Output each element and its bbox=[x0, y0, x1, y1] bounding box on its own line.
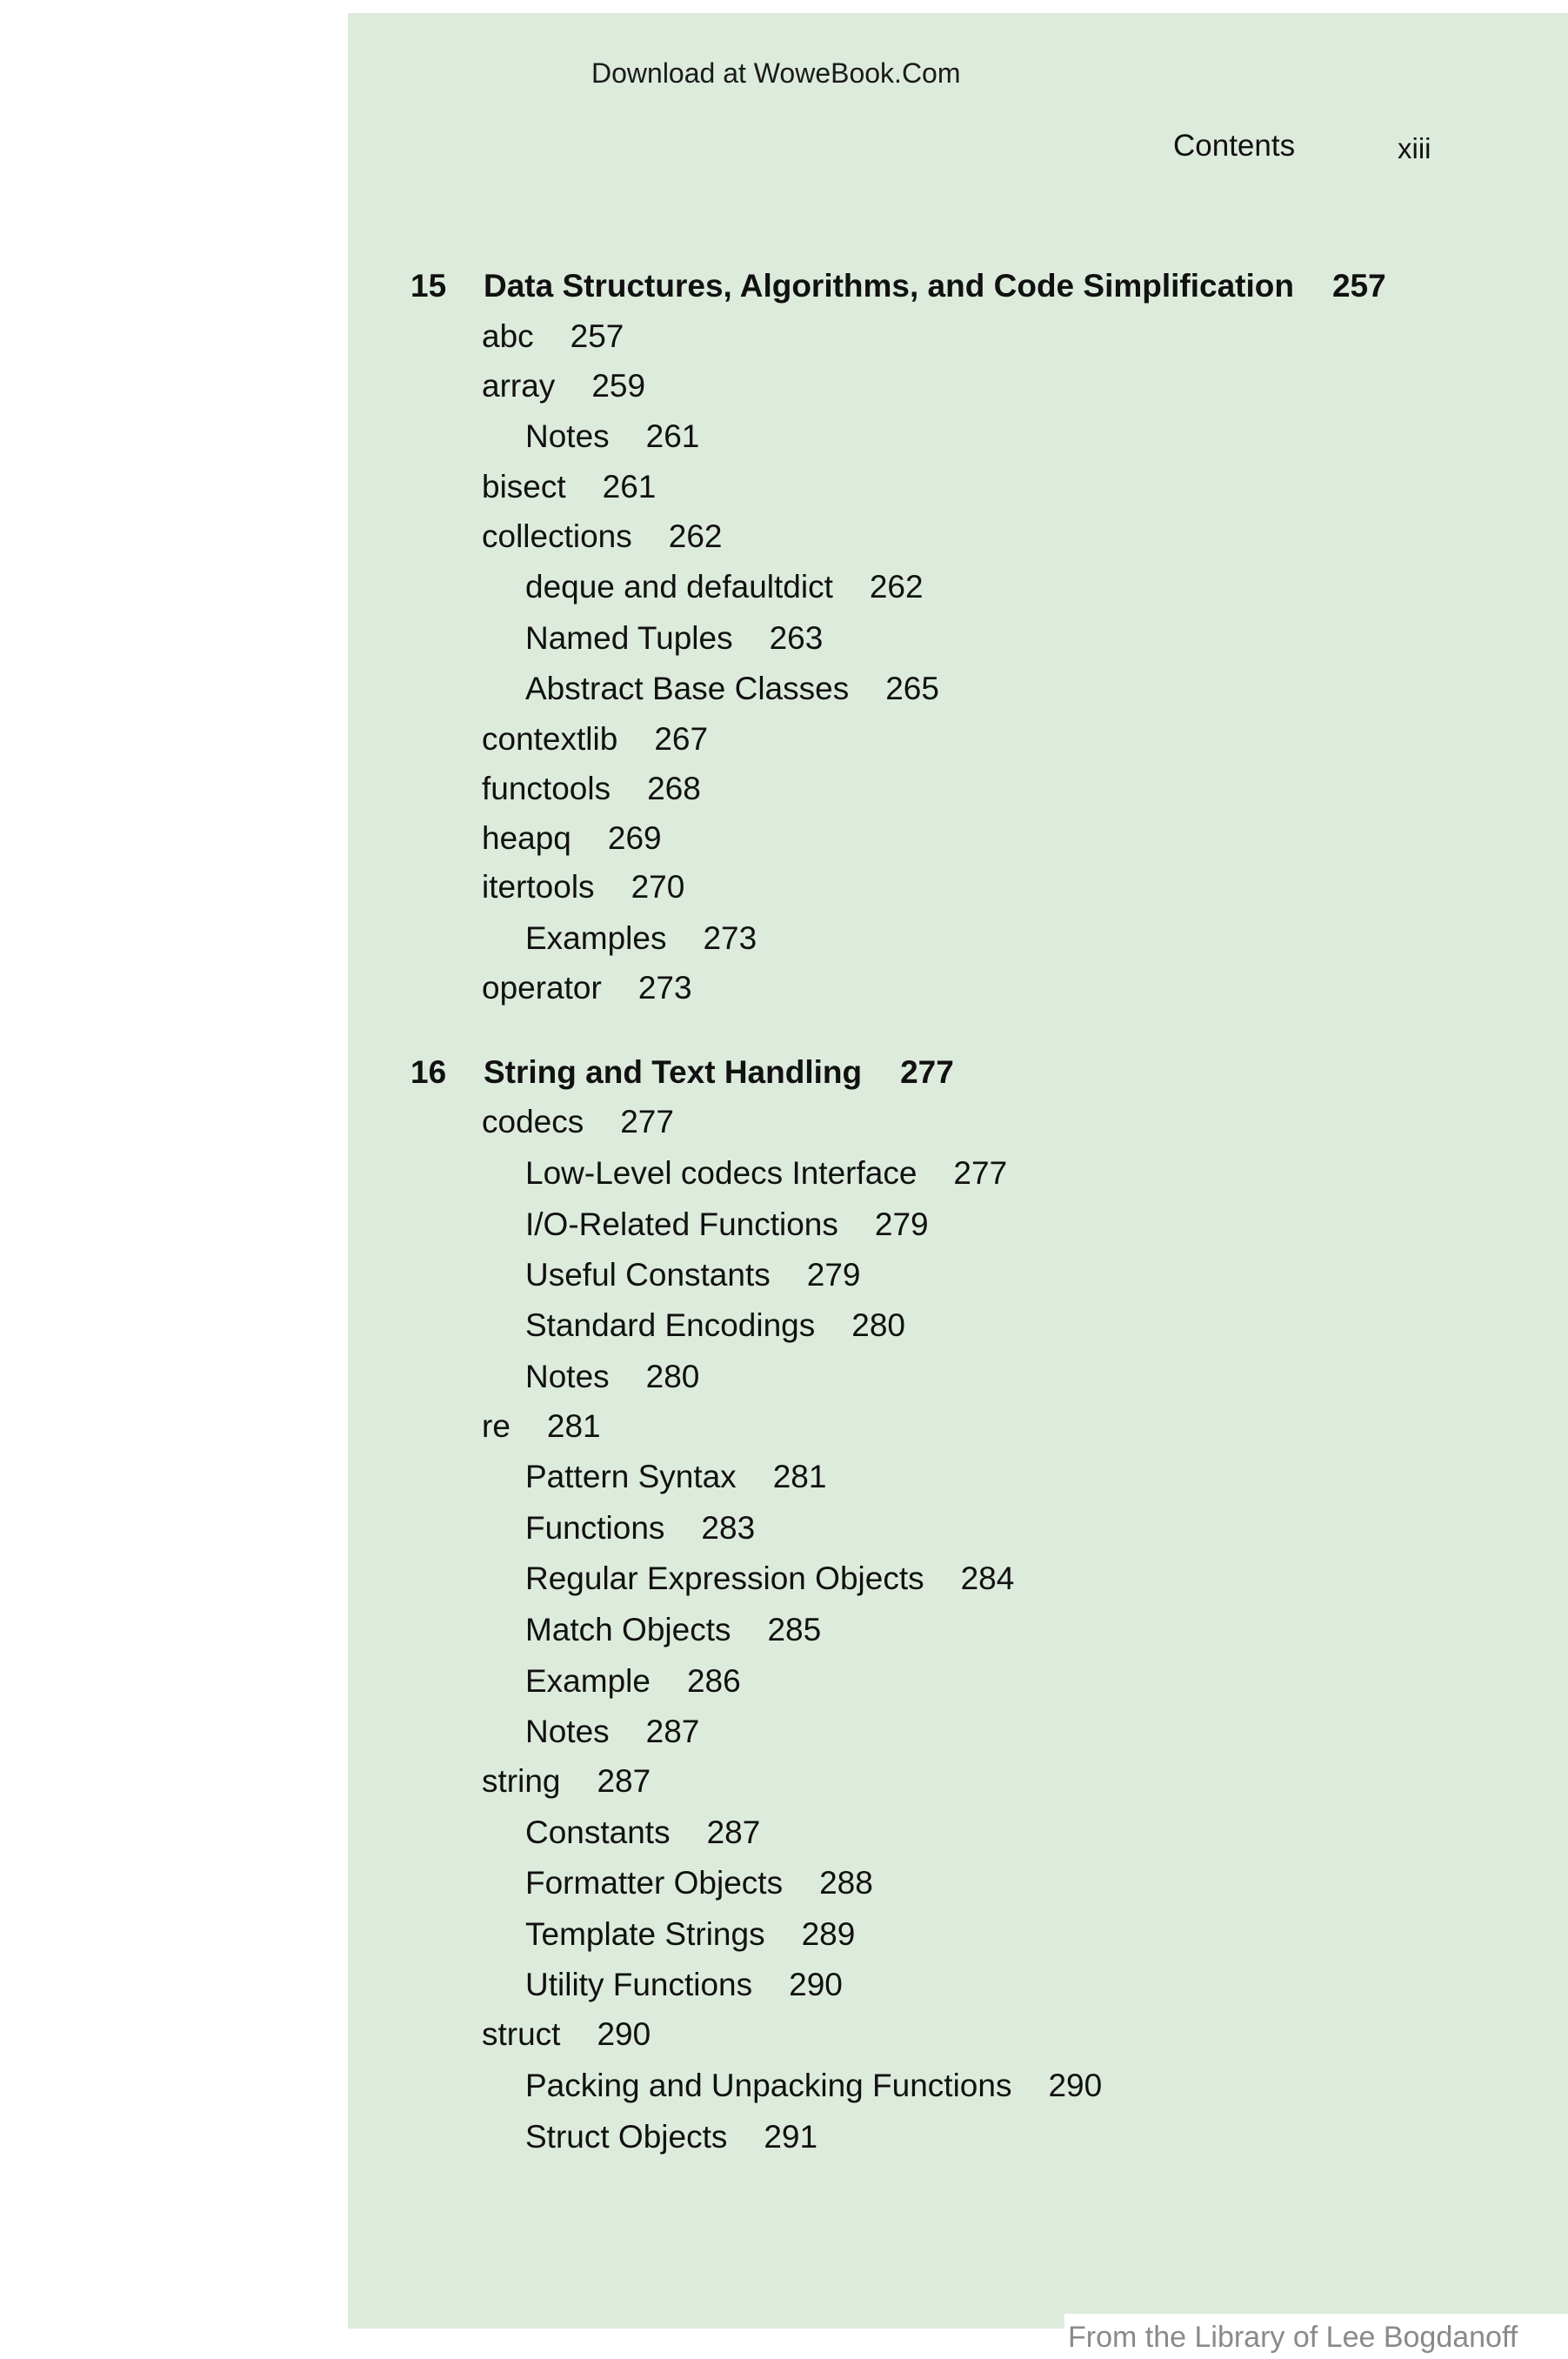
toc-page-number: 281 bbox=[546, 1408, 601, 1444]
toc-page-number: 273 bbox=[637, 970, 692, 1006]
toc-entry: string 287 bbox=[482, 1763, 651, 1799]
chapter-heading bbox=[410, 1056, 1454, 1093]
toc-entry: abc 257 bbox=[482, 318, 624, 354]
toc-subentry: Formatter Objects 288 bbox=[525, 1865, 873, 1901]
toc-subentry: Example 286 bbox=[525, 1663, 741, 1699]
footer-fragment bbox=[1064, 2314, 1568, 2359]
toc-subentry: Standard Encodings 280 bbox=[525, 1307, 905, 1343]
toc-page-number: 279 bbox=[806, 1257, 861, 1293]
toc-page-number: 273 bbox=[703, 920, 757, 956]
toc-subentry: Packing and Unpacking Functions 290 bbox=[525, 2068, 1103, 2103]
toc-subentry: Struct Objects 291 bbox=[525, 2119, 818, 2155]
toc-page-number: 257 bbox=[570, 318, 624, 354]
toc-page-number: 287 bbox=[597, 1763, 651, 1799]
toc-page-number: 265 bbox=[885, 671, 939, 706]
toc-page-number: 261 bbox=[602, 469, 657, 505]
toc-entry: operator 273 bbox=[482, 970, 692, 1006]
toc-entry: collections 262 bbox=[482, 518, 723, 554]
toc-subentry: Functions 283 bbox=[525, 1510, 756, 1546]
toc-entry: bisect 261 bbox=[482, 469, 657, 505]
toc-subentry: Examples 273 bbox=[525, 920, 757, 956]
toc-page-number: 280 bbox=[645, 1359, 700, 1394]
toc-entry: contextlib 267 bbox=[482, 721, 709, 757]
toc-page-number: 262 bbox=[668, 518, 723, 554]
toc-subentry: Regular Expression Objects 284 bbox=[525, 1560, 1015, 1596]
chapter-number: 15 bbox=[410, 268, 447, 304]
chapter-number: 16 bbox=[410, 1054, 447, 1090]
toc-subentry: Useful Constants 279 bbox=[525, 1257, 861, 1293]
toc-page-number: 277 bbox=[620, 1104, 674, 1139]
toc-page-number: 285 bbox=[767, 1612, 822, 1647]
toc-subentry: Notes 261 bbox=[525, 418, 700, 454]
toc-page-number: 261 bbox=[645, 418, 700, 454]
toc-page-number: 262 bbox=[869, 569, 924, 605]
chapter-title: String and Text Handling 277 bbox=[484, 1054, 954, 1090]
toc-subentry: deque and defaultdict 262 bbox=[525, 569, 924, 605]
toc-page-number: 290 bbox=[789, 1967, 843, 2002]
toc-subentry: Abstract Base Classes 265 bbox=[525, 671, 939, 706]
toc-page-number: 287 bbox=[645, 1714, 700, 1749]
toc-subentry: Named Tuples 263 bbox=[525, 620, 824, 656]
chapter-title: Data Structures, Algorithms, and Code Simplification 257 bbox=[484, 268, 1386, 304]
toc-page-number: 279 bbox=[874, 1206, 929, 1242]
toc-subentry: Utility Functions 290 bbox=[525, 1967, 843, 2002]
watermark-text: Download at WoweBook.Com bbox=[591, 57, 961, 89]
toc-page-number: 290 bbox=[597, 2016, 651, 2052]
toc-subentry: Template Strings 289 bbox=[525, 1916, 856, 1952]
chapter-page: 257 bbox=[1331, 268, 1386, 304]
toc-page-number: 267 bbox=[654, 721, 709, 757]
toc-page-number: 291 bbox=[764, 2119, 818, 2155]
toc-subentry: I/O-Related Functions 279 bbox=[525, 1206, 929, 1242]
toc-page-number: 286 bbox=[686, 1663, 741, 1699]
toc-page-number: 277 bbox=[953, 1155, 1008, 1191]
toc-subentry: Pattern Syntax 281 bbox=[525, 1459, 827, 1494]
toc-page-number: 290 bbox=[1048, 2068, 1103, 2103]
toc-page-number: 270 bbox=[631, 869, 685, 905]
toc-page-number: 289 bbox=[801, 1916, 856, 1952]
toc-page-number: 283 bbox=[701, 1510, 756, 1546]
toc-entry: itertools 270 bbox=[482, 869, 685, 905]
toc-subentry: Match Objects 285 bbox=[525, 1612, 822, 1647]
toc-page-number: 268 bbox=[647, 771, 701, 806]
toc-entry: functools 268 bbox=[482, 771, 701, 806]
toc-page-number: 280 bbox=[851, 1307, 905, 1343]
toc-page-number: 284 bbox=[960, 1560, 1015, 1596]
toc-page-number: 263 bbox=[769, 620, 824, 656]
toc-entry: array 259 bbox=[482, 368, 646, 404]
chapter-heading bbox=[410, 270, 1454, 306]
toc-subentry: Notes 280 bbox=[525, 1359, 700, 1394]
toc-entry: struct 290 bbox=[482, 2016, 651, 2052]
footer-library-text: From the Library of Lee Bogdanoff bbox=[1068, 2321, 1518, 2354]
toc-entry: re 281 bbox=[482, 1408, 601, 1444]
chapter-page: 277 bbox=[900, 1054, 954, 1090]
toc-page-number: 281 bbox=[772, 1459, 827, 1494]
toc-page-number: 288 bbox=[819, 1865, 873, 1901]
running-head: Contents bbox=[1173, 129, 1296, 163]
toc-subentry: Low-Level codecs Interface 277 bbox=[525, 1155, 1008, 1191]
page-number: xiii bbox=[1398, 132, 1431, 164]
toc-page-number: 287 bbox=[706, 1814, 761, 1850]
toc-entry: codecs 277 bbox=[482, 1104, 674, 1139]
toc-subentry: Constants 287 bbox=[525, 1814, 761, 1850]
toc-page-number: 259 bbox=[591, 368, 646, 404]
toc-subentry: Notes 287 bbox=[525, 1714, 700, 1749]
toc-page-number: 269 bbox=[607, 820, 662, 856]
toc-entry: heapq 269 bbox=[482, 820, 662, 856]
